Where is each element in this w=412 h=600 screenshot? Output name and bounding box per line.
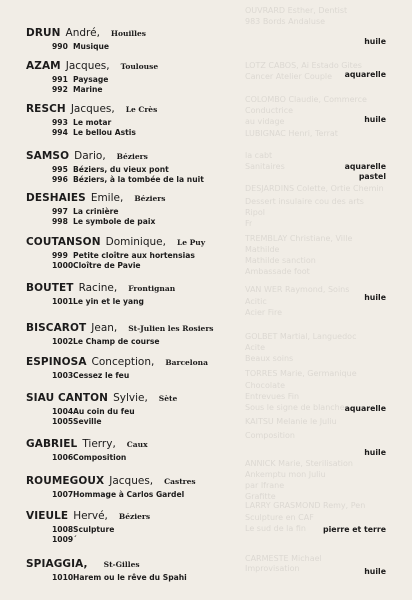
artist-city: Béziers [134, 194, 166, 203]
artist-city: Castres [164, 477, 196, 486]
works-list [52, 453, 386, 463]
bleed-through-line: VAN WER Raymond, Soins [245, 285, 350, 294]
bleed-through-line: par Ifrane [245, 481, 285, 490]
artist-city: St-Julien les Rosiers [128, 324, 214, 333]
artist-city: Béziers [116, 152, 148, 161]
work-item [52, 297, 386, 307]
bleed-through-line: LUBIGNAC Henri, Terrat [245, 129, 338, 138]
bleed-through-line: Acier Fire [245, 308, 282, 317]
bleed-through-line: Beaux soins [245, 354, 294, 363]
bleed-through-line: Mathilde sanction [245, 256, 316, 265]
artist-header [26, 475, 386, 488]
artist-entry [26, 236, 386, 270]
artist-entry [26, 103, 386, 137]
artist-surname: BOUTET [26, 282, 74, 294]
artist-given-name: Dominique, [105, 236, 166, 248]
works-list [52, 371, 386, 381]
works-list [52, 573, 386, 583]
artist-surname: BISCAROT [26, 322, 87, 334]
artist-header [26, 27, 386, 40]
artist-city: Sète [158, 394, 178, 403]
bleed-through-line: Conductrice [245, 106, 294, 115]
work-number: 994 [52, 127, 68, 137]
bleed-through-line: Improvisation [245, 564, 300, 573]
work-number: 1004 [52, 407, 74, 416]
work-title: Paysage [73, 75, 109, 84]
work-number: 1000 [52, 260, 74, 270]
bleed-through-line: Ambassade foot [245, 267, 310, 276]
artist-surname: AZAM [26, 60, 61, 72]
artist-city: Houilles [110, 29, 146, 38]
artist-header [26, 356, 386, 369]
work-number: 998 [52, 216, 68, 226]
artist-medium: huile [364, 448, 386, 457]
work-title: Au coin du feu [73, 407, 135, 416]
artist-entry [26, 558, 386, 583]
work-title: Hommage à Carlos Gardel [73, 490, 185, 499]
work-number: 1009 [52, 534, 74, 544]
work-number: 1005 [52, 416, 74, 426]
artist-entry [26, 60, 386, 94]
works-list [52, 251, 386, 270]
artist-city: Barcelona [165, 358, 208, 367]
work-item [52, 417, 386, 427]
work-number: 990 [52, 42, 68, 51]
work-title: Le bellou Astis [73, 127, 136, 137]
artist-surname: VIEULE [26, 510, 69, 522]
artist-header [26, 282, 386, 295]
work-title: Harem ou le rêve du Spahi [73, 573, 187, 582]
artist-entry [26, 356, 386, 381]
artist-entry [26, 27, 386, 52]
artist-medium: pierre et terre [323, 525, 386, 534]
works-list [52, 407, 386, 426]
work-number: 1010 [52, 573, 74, 582]
work-title: Le yin et le yang [73, 297, 144, 306]
work-number: 992 [52, 84, 68, 94]
work-title: Cloître de Pavie [73, 260, 141, 270]
bleed-through-line: Mathilde [245, 245, 280, 254]
bleed-through-line: Ripol [245, 208, 265, 217]
artist-header [26, 438, 386, 451]
works-list [52, 165, 386, 184]
work-item [52, 407, 386, 417]
artist-entry [26, 282, 386, 307]
artist-city: Béziers [118, 512, 151, 521]
bleed-through-line: Sous le signe de blanche [245, 403, 345, 412]
work-title: Béziers, du vieux pont [73, 165, 169, 174]
artist-medium: huile [364, 37, 386, 46]
work-title: Sculpture [73, 525, 115, 534]
work-item [52, 251, 386, 261]
bleed-through-line: Sculpture en CAF [245, 513, 314, 522]
artist-given-name: Jacques, [70, 103, 115, 115]
bleed-through-line: 983 Bords Andaluse [245, 17, 326, 26]
artist-header [26, 192, 386, 205]
artist-city: St-Gilles [103, 560, 140, 569]
work-title: ˊ [73, 534, 77, 544]
artist-entry [26, 150, 386, 184]
work-item [52, 85, 386, 95]
work-title: Seville [73, 416, 102, 426]
work-item [52, 128, 386, 138]
bleed-through-line: Acite [245, 343, 266, 352]
artist-entry [26, 322, 386, 347]
work-item [52, 535, 386, 545]
artist-given-name: Conception, [91, 356, 155, 368]
bleed-through-line: la cabt [245, 151, 273, 160]
bleed-through-line: Fr [245, 219, 253, 228]
bleed-through-line: Acitic [245, 297, 267, 306]
work-title: Petite cloître aux hortensias [73, 251, 195, 260]
artist-surname: ESPINOSA [26, 356, 87, 368]
work-title: Béziers, à la tombée de la nuit [73, 174, 204, 184]
work-number: 1006 [52, 453, 74, 462]
artist-header [26, 558, 386, 571]
artist-entry [26, 438, 386, 463]
works-list [52, 490, 386, 500]
work-number: 1002 [52, 337, 74, 346]
work-item [52, 217, 386, 227]
work-item [52, 75, 386, 85]
work-number: 1007 [52, 490, 74, 499]
work-number: 997 [52, 207, 68, 216]
artist-given-name: Sylvie, [113, 392, 148, 404]
artist-medium: aquarelle [344, 404, 386, 413]
artist-city: Caux [126, 440, 148, 449]
work-title: La crinière [73, 207, 119, 216]
artist-given-name: André, [65, 27, 100, 39]
work-title: Marine [73, 84, 103, 94]
artist-header [26, 103, 386, 116]
artist-given-name: Jacques, [65, 60, 110, 72]
works-list [52, 337, 386, 347]
bleed-through-line: Cancer Atelier Couple [245, 72, 333, 81]
artist-medium: huile [364, 567, 386, 576]
bleed-through-line: TREMBLAY Christiane, Ville [245, 234, 353, 243]
bleed-through-line: GOLBET Martial, Languedoc [245, 332, 357, 341]
work-number: 1003 [52, 371, 74, 380]
artist-given-name: Jacques, [109, 475, 154, 487]
work-item [52, 371, 386, 381]
artist-city: Le Puy [176, 238, 206, 247]
artist-header [26, 60, 386, 73]
artist-surname: SIAU CANTON [26, 392, 109, 404]
artist-header [26, 236, 386, 249]
artist-surname: SAMSO [26, 150, 70, 162]
works-list [52, 118, 386, 137]
bleed-through-line: Grafitte [245, 492, 276, 501]
bleed-through-line: Le sud de la fin [245, 524, 306, 533]
work-number: 999 [52, 251, 68, 260]
work-title: Musique [73, 42, 110, 51]
bleed-through-line: Dessert insulaire cou des arts [245, 197, 364, 206]
artist-given-name: Racine, [78, 282, 118, 294]
bleed-through-line: DESJARDINS Colette, Ortie Chemin [245, 184, 384, 193]
artist-surname: RESCH [26, 103, 66, 115]
artist-city: Toulouse [120, 62, 159, 71]
bleed-through-line: Composition [245, 431, 295, 440]
artist-entry [26, 392, 386, 426]
artist-surname: DRUN [26, 27, 61, 39]
artist-header [26, 510, 386, 523]
artist-entry [26, 192, 386, 226]
work-number: 1008 [52, 525, 74, 534]
bleed-through-line: Ankemptu mon Juliu [245, 470, 326, 479]
bleed-through-line: Entrevues Fin [245, 392, 300, 401]
artist-given-name: Jean, [91, 322, 118, 334]
artist-surname: DESHAIES [26, 192, 86, 204]
artist-given-name: Hervé, [73, 510, 108, 522]
work-number: 995 [52, 165, 68, 174]
bleed-through-line: LOTZ CABOS, Ai Estado Gites [245, 61, 362, 70]
work-item [52, 165, 386, 175]
works-list [52, 42, 386, 52]
work-title: Cessez le feu [73, 371, 130, 380]
work-title: Le symbole de paix [73, 216, 156, 226]
bleed-through-line: au vidage [245, 117, 285, 126]
bleed-through-line: LARRY GRASMOND Remy, Pen [245, 501, 366, 510]
bleed-through-line: Chocolate [245, 381, 286, 390]
artist-given-name: Dario, [74, 150, 106, 162]
work-item [52, 573, 386, 583]
work-title: Le motar [73, 118, 112, 127]
work-item [52, 42, 386, 52]
work-number: 991 [52, 75, 68, 84]
work-number: 993 [52, 118, 68, 127]
bleed-through-line: COLOMBO Claudie, Commerce [245, 95, 367, 104]
artist-medium: huile [364, 115, 386, 124]
bleed-through-line: OUVRARD Esther, Dentist [245, 6, 348, 15]
bleed-through-line: Sanitaires [245, 162, 285, 171]
artist-surname: GABRIEL [26, 438, 78, 450]
work-item [52, 453, 386, 463]
artist-header [26, 150, 386, 163]
work-item [52, 490, 386, 500]
artist-medium: aquarelle pastel [344, 162, 386, 181]
artist-medium: aquarelle [344, 70, 386, 79]
work-item [52, 337, 386, 347]
work-title: Composition [73, 453, 127, 462]
work-title: Le Champ de course [73, 337, 160, 346]
artist-header [26, 322, 386, 335]
works-list [52, 207, 386, 226]
artist-surname: SPIAGGIA, [26, 558, 88, 570]
works-list [52, 297, 386, 307]
artist-city: Le Crès [125, 105, 158, 114]
artist-surname: COUTANSON [26, 236, 101, 248]
artist-header [26, 392, 386, 405]
artist-given-name: Tierry, [82, 438, 116, 450]
artist-surname: ROUMEGOUX [26, 475, 105, 487]
artist-medium: huile [364, 293, 386, 302]
works-list [52, 75, 386, 94]
work-item [52, 118, 386, 128]
bleed-through-line: ANNICK Marie, Sterilisation [245, 459, 353, 468]
work-item [52, 207, 386, 217]
artist-city: Frontignan [128, 284, 176, 293]
work-number: 1001 [52, 297, 74, 306]
bleed-through-line: CARMESTE Michael [245, 554, 322, 563]
bleed-through-line: TORRES Marie, Germanique [245, 369, 357, 378]
work-item [52, 261, 386, 271]
work-item [52, 175, 386, 185]
bleed-through-line: KAITSU Melanie le Juliu [245, 417, 337, 426]
artist-given-name: Emile, [90, 192, 124, 204]
work-number: 996 [52, 174, 68, 184]
artist-entry [26, 475, 386, 500]
